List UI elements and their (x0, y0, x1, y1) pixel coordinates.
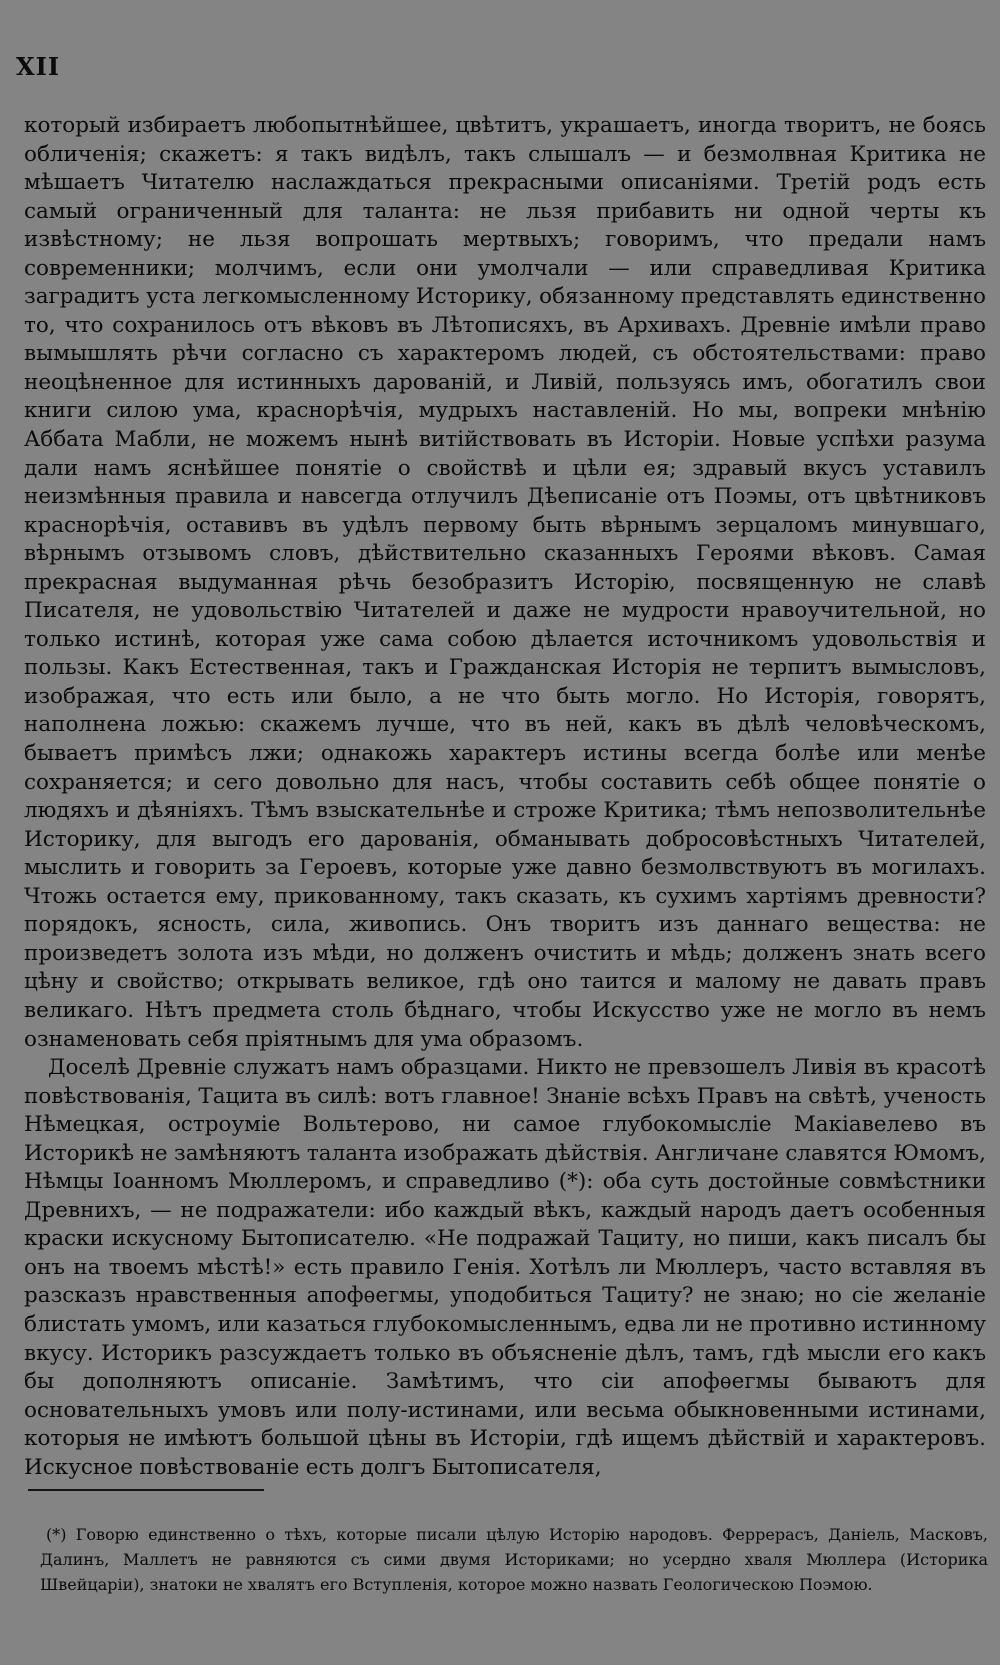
footnote-divider (28, 1489, 264, 1491)
paragraph-1: который избираетъ любопытнѣйшее, цвѣтитъ, украшаетъ, иногда творитъ, не боясь обличенія; скажетъ: я такъ видѣлъ, такъ слышалъ — и безмолвная Критика не мѣшаетъ Читателю наслаждаться прекрасными описаніями. Третій родъ есть самый ограниченный для таланта: не льзя прибавить ни одной черты къ извѣстному; не льзя вопрошать мертвыхъ; говоримъ, что предали намъ современники; молчимъ, если они умолчали — или справедливая Критика заградитъ уста легкомысленному Историку, обязанному представлять единственно то, что сохранилось отъ вѣковъ въ Лѣтописяхъ, въ Архивахъ. Древніе имѣли право вымышлять рѣчи согласно съ характеромъ людей, съ обстоятельствами: право неоцѣненное для истинныхъ дарованій, и Ливій, пользуясь имъ, обогатилъ свои книги силою ума, краснорѣчія, мудрыхъ наставленій. Но мы, вопреки мнѣнію Аббата Мабли, не можемъ нынѣ витійствовать въ Исторіи. Новые успѣхи разума дали намъ яснѣйшее понятіе о свойствѣ и цѣли ея; здравый вкусъ уставилъ неизмѣнныя правила и навсегда отлучилъ Дѣеписаніе отъ Поэмы, отъ цвѣтниковъ краснорѣчія, оставивъ въ удѣлъ первому быть вѣрнымъ зерцаломъ минувшаго, вѣрнымъ отзывомъ словъ, дѣйствительно сказанныхъ Героями вѣковъ. Самая прекрасная выдуманная рѣчь безобразитъ Исторію, посвященную не славѣ Писателя, не удовольствію Читателей и даже не мудрости нравоучительной, но только истинѣ, которая уже сама собою дѣлается источникомъ удовольствія и пользы. Какъ Естественная, такъ и Гражданская Исторія не терпитъ вымысловъ, изображая, что есть или было, а не что быть могло. Но Исторія, говорятъ, наполнена ложью: скажемъ лучше, что въ ней, какъ въ дѣлѣ человѣческомъ, бываетъ примѣсъ лжи; однакожь характеръ истины всегда болѣе или менѣе сохраняется; и сего довольно для насъ, чтобы составить себѣ общее понятіе о людяхъ и дѣяніяхъ. Тѣмъ взыскательнѣе и строже Критика; тѣмъ непозволительнѣе Историку, для выгодъ его дарованія, обманывать добросовѣстныхъ Читателей, мыслить и говорить за Героевъ, которые уже давно безмолвствуютъ въ могилахъ. Чтожь остается ему, прикованному, такъ сказать, къ сухимъ хартіямъ древности? порядокъ, ясность, сила, живопись. Онъ творитъ изъ даннаго вещества: не произведетъ золота изъ мѣди, но долженъ очистить и мѣдь; долженъ знать всего цѣну и свойство; открывать великое, гдѣ оно таится и малому не давать правъ великаго. Нѣтъ предмета столь бѣднаго, чтобы Искусство уже не могло въ немъ ознаменовать себя пріятнымъ для ума образомъ. (24, 113, 986, 1052)
footnote: (*) Говорю единственно о тѣхъ, которые писали цѣлую Исторію народовъ. Феррерасъ, Даніель, Масковъ, Далинъ, Маллетъ не равняются съ сими двумя Историками; но усердно хваля Мюллера (Историка Швейцаріи), знатоки не хвалятъ его Вступленія, которое можно назвать Геологическою Поэмою. (40, 1525, 988, 1594)
page-number: XII (16, 52, 61, 81)
main-text (24, 112, 986, 1482)
paragraph-2: Доселѣ Древніе служатъ намъ образцами. Никто не превзошелъ Ливія въ красотѣ повѣствованія, Тацита въ силѣ: вотъ главное! Знаніе всѣхъ Правъ на свѣтѣ, ученость Нѣмецкая, остроуміе Вольтерово, ни самое глубокомысліе Макіавелево въ Историкѣ не замѣняютъ таланта изображать дѣйствія. Англичане славятся Юмомъ, Нѣмцы Іоанномъ Мюллеромъ, и справедливо (*): оба суть достойные совмѣстники Древнихъ, — не подражатели: ибо каждый вѣкъ, каждый народъ даетъ особенныя краски искусному Бытописателю. «Не подражай Тациту, но пиши, какъ писалъ бы онъ на твоемъ мѣстѣ!» есть правило Генія. Хотѣлъ ли Мюллеръ, часто вставляя въ разсказъ нравственныя апофѳегмы, уподобиться Тациту? не знаю; но сіе желаніе блистать умомъ, или казаться глубокомысленнымъ, едва ли не противно истинному вкусу. Историкъ разсуждаетъ только въ объясненіе дѣлъ, тамъ, гдѣ мысли его какъ бы дополняютъ описаніе. Замѣтимъ, что сіи апофѳегмы бываютъ для основательныхъ умовъ или полу-истинами, или весьма обыкновенными истинами, которыя не имѣютъ большой цѣны въ Исторіи, гдѣ ищемъ дѣйствій и характеровъ. Искусное повѣствованіе есть долгъ Бытописателя, (24, 1055, 986, 1480)
